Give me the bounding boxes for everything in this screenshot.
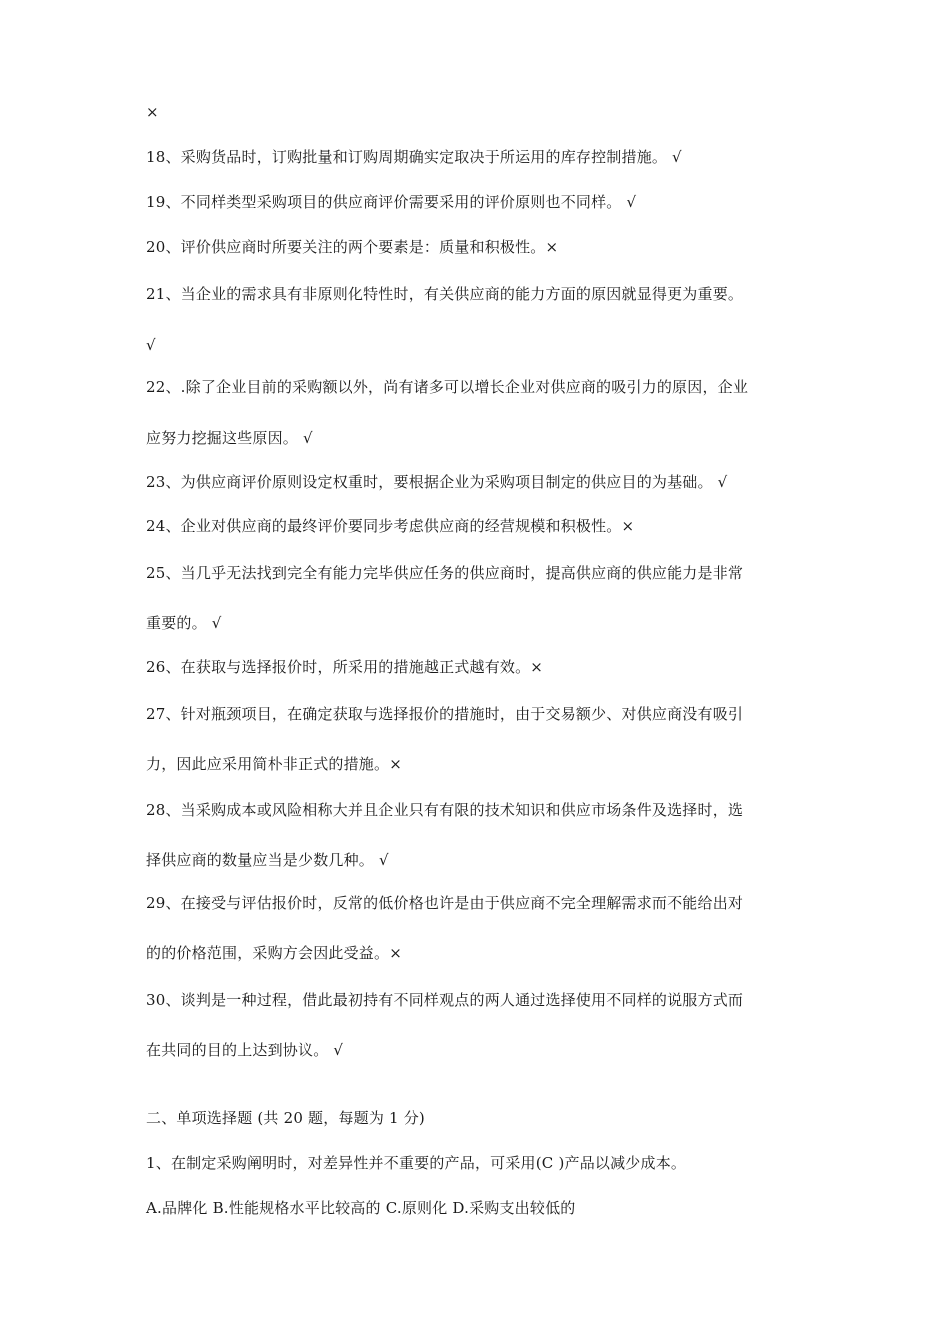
question-28: 28、当采购成本或风险相称大并且企业只有有限的技术知识和供应市场条件及选择时，选: [146, 801, 744, 819]
question-30-cont: 在共同的目的上达到协议。 √: [146, 1041, 344, 1059]
question-22-cont: 应努力挖掘这些原因。 √: [146, 429, 313, 447]
question-29-cont: 的的价格范围，采购方会因此受益。×: [146, 944, 402, 962]
question-25-cont: 重要的。 √: [146, 614, 222, 632]
choice-question-1-options: A.品牌化 B.性能规格水平比较高的 C.原则化 D.采购支出较低的: [146, 1199, 576, 1217]
question-18: 18、采购货品时，订购批量和订购周期确实定取决于所运用的库存控制措施。 √: [146, 148, 682, 166]
question-19: 19、不同样类型采购项目的供应商评价需要采用的评价原则也不同样。 √: [146, 193, 637, 211]
question-22: 22、.除了企业目前的采购额以外，尚有诸多可以增长企业对供应商的吸引力的原因，企业: [146, 378, 749, 396]
question-21-answer: √: [146, 336, 156, 354]
question-24: 24、企业对供应商的最终评价要同步考虑供应商的经营规模和积极性。×: [146, 517, 635, 535]
question-23: 23、为供应商评价原则设定权重时，要根据企业为采购项目制定的供应目的为基础。 √: [146, 473, 728, 491]
question-28-cont: 择供应商的数量应当是少数几种。 √: [146, 851, 389, 869]
section-heading: 二、单项选择题 (共 20 题，每题为 1 分): [146, 1109, 425, 1127]
question-30: 30、谈判是一种过程，借此最初持有不同样观点的两人通过选择使用不同样的说服方式而: [146, 991, 744, 1009]
question-25: 25、当几乎无法找到完全有能力完毕供应任务的供应商时，提高供应商的供应能力是非常: [146, 564, 744, 582]
choice-question-1: 1、在制定采购阐明时，对差异性并不重要的产品，可采用(C )产品以减少成本。: [146, 1154, 687, 1172]
answer-mark: ×: [146, 103, 159, 121]
question-29: 29、在接受与评估报价时，反常的低价格也许是由于供应商不完全理解需求而不能给出对: [146, 894, 744, 912]
question-20: 20、评价供应商时所要关注的两个要素是：质量和积极性。×: [146, 238, 559, 256]
question-27-cont: 力，因此应采用简朴非正式的措施。×: [146, 755, 402, 773]
question-27: 27、针对瓶颈项目，在确定获取与选择报价的措施时，由于交易额少、对供应商没有吸引: [146, 705, 744, 723]
question-21: 21、当企业的需求具有非原则化特性时，有关供应商的能力方面的原因就显得更为重要。: [146, 285, 744, 303]
question-26: 26、在获取与选择报价时，所采用的措施越正式越有效。×: [146, 658, 544, 676]
